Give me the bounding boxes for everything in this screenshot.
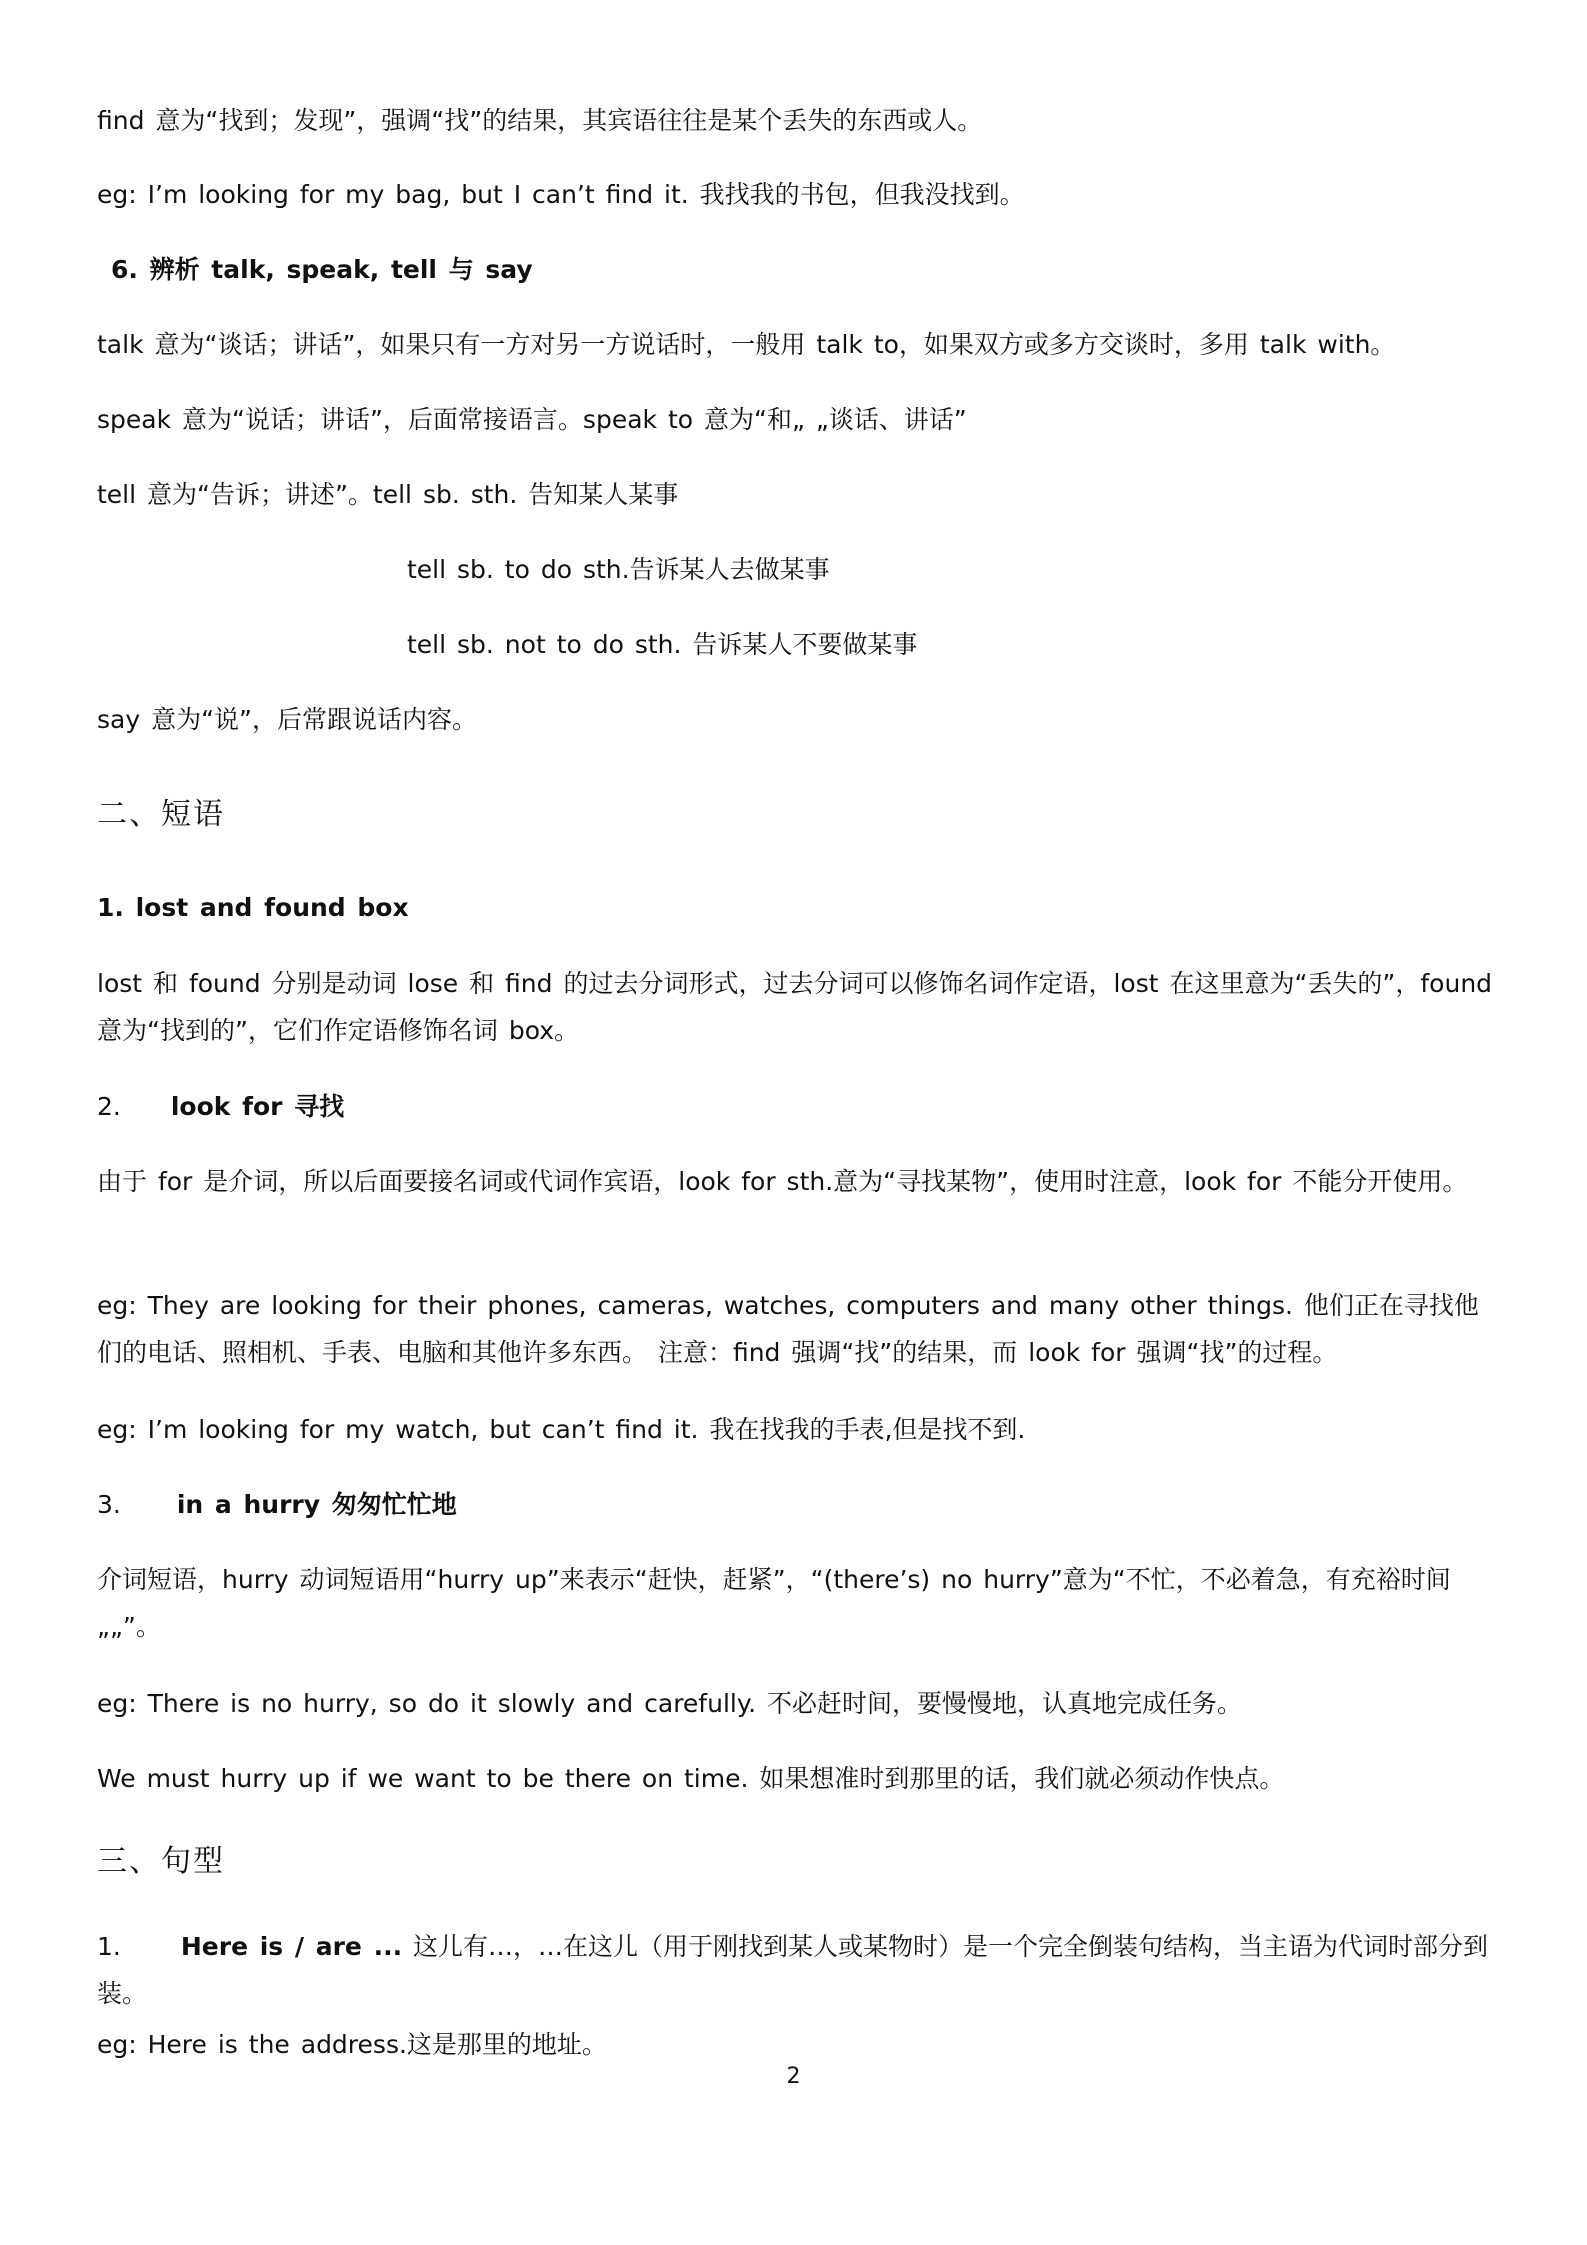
pattern-1: [97, 1923, 1497, 2023]
pattern-1-example: eg: Here is the address.这是那里的地址。: [97, 2030, 607, 2059]
phrase-3-text: 介词短语，hurry 动词短语用“hurry up”来表示“赶快，赶紧”，“(there’s) no hurry”意为“不忙，不必着急，有充裕时间„„”。: [97, 1565, 1451, 1641]
phrase-2-example-2: eg: I’m looking for my watch, but can’t find it. 我在找我的手表,但是找不到.: [97, 1415, 1026, 1444]
section-3-heading: 三、句型: [97, 1844, 225, 1879]
find-definition: find 意为“找到；发现”，强调“找”的结果，其宾语往往是某个丢失的东西或人。: [97, 106, 983, 135]
tell-usage-3: tell sb. not to do sth. 告诉某人不要做某事: [407, 630, 918, 659]
tell-usage-2: tell sb. to do sth.告诉某人去做某事: [407, 555, 830, 584]
phrase-1-text: lost 和 found 分别是动词 lose 和 find 的过去分词形式，过去分词可以修饰名词作定语，lost 在这里意为“丢失的”，found 意为“找到的”，它们作定语修饰名词 box。: [97, 969, 1493, 1045]
find-example: eg: I’m looking for my bag, but I can’t find it. 我找我的书包，但我没找到。: [97, 180, 1025, 209]
talk-definition: talk 意为“谈话；讲话”，如果只有一方对另一方说话时，一般用 talk to，如果双方或多方交谈时，多用 talk with。: [97, 330, 1396, 359]
phrase-2-text: 由于 for 是介词，所以后面要接名词或代词作宾语，look for sth.意为“寻找某物”，使用时注意，look for 不能分开使用。: [97, 1167, 1468, 1196]
phrase-3-title: [97, 1481, 1497, 1529]
section-2-heading: 二、短语: [97, 797, 225, 832]
phrase-2-title: [97, 1083, 1497, 1131]
item-6-title: 6. 辨析 talk, speak, tell 与 say: [111, 255, 533, 284]
pattern-1-text: 这儿有…，…在这儿（用于刚找到某人或某物时）是一个完全倒装句结构，当主语为代词时部分到装。: [97, 1932, 1489, 2008]
phrase-3-example-1: eg: There is no hurry, so do it slowly and carefully. 不必赶时间，要慢慢地，认真地完成任务。: [97, 1689, 1242, 1718]
phrase-3-example-2: We must hurry up if we want to be there on time. 如果想准时到那里的话，我们就必须动作快点。: [97, 1764, 1285, 1793]
speak-definition: speak 意为“说话；讲话”，后面常接语言。speak to 意为“和„ „谈话、讲话”: [97, 405, 967, 434]
phrase-3-label: in a hurry 匆匆忙忙地: [176, 1490, 457, 1519]
tell-definition: tell 意为“告诉；讲述”。tell sb. sth. 告知某人某事: [97, 480, 679, 509]
page-number: 2: [786, 2064, 801, 2089]
phrase-2-example-1: eg: They are looking for their phones, cameras, watches, computers and many other things. 他们正在寻找他们的电话、照相机、手表、电脑和其他许多东西。 注意：find 强调“找”的结果，而 look for 强调“找”的过程。: [97, 1291, 1479, 1367]
phrase-1-title: 1. lost and found box: [97, 893, 409, 922]
say-definition: say 意为“说”，后常跟说话内容。: [97, 705, 477, 734]
phrase-3-number: 3.: [97, 1490, 121, 1519]
pattern-1-number: 1.: [97, 1932, 121, 1961]
pattern-1-title: Here is / are ...: [180, 1932, 403, 1961]
phrase-2-label: look for 寻找: [170, 1092, 345, 1121]
phrase-2-number: 2.: [97, 1092, 121, 1121]
